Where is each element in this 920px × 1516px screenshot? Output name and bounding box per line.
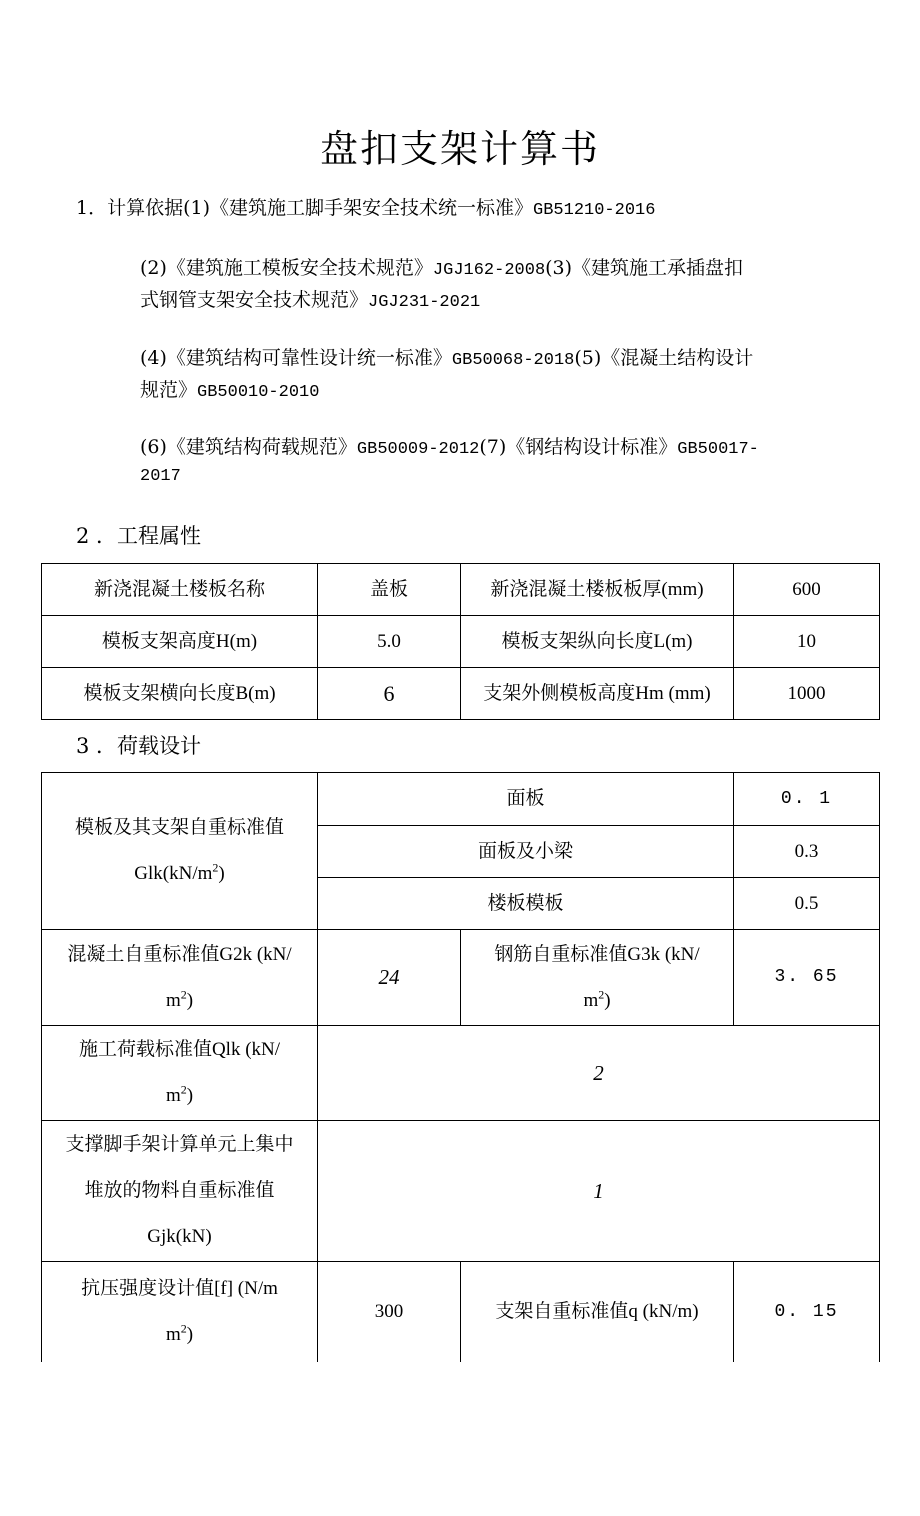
close-paren: ) xyxy=(186,1323,194,1345)
gjk-label-line-1: 支撑脚手架计算单元上集中 xyxy=(65,1134,294,1155)
ref-5-part-a: (5)《混凝土结构设计 xyxy=(574,347,754,369)
page-title: 盘扣支架计算书 xyxy=(319,127,600,171)
ref-5-code: GB50010-2010 xyxy=(197,383,320,402)
superscript-2: 2 xyxy=(598,987,605,1002)
ref-3-part-a: (3)《建筑施工承插盘扣 xyxy=(545,257,744,279)
g3k-value: 3. 65 xyxy=(734,930,880,1026)
g1k-item-name: 面板及小梁 xyxy=(318,826,734,878)
g1k-label-cell xyxy=(42,773,318,930)
ref-1: (1)《建筑施工脚手架安全技术统一标准》 xyxy=(183,197,534,219)
g2k-label-cell xyxy=(42,930,318,1026)
superscript-2: 2 xyxy=(180,1321,187,1336)
basis-line-6 xyxy=(140,432,759,459)
f-label-line-1: 抗压强度设计值[f] (N/m xyxy=(81,1277,278,1299)
g1k-item-value: 0. 1 xyxy=(734,773,880,826)
section-3-heading: 3 ．荷载设计 xyxy=(76,734,202,758)
ref-6: (6)《建筑结构荷载规范》 xyxy=(140,436,357,458)
table-row xyxy=(42,1262,880,1362)
ref-1-code: GB51210-2016 xyxy=(533,201,656,220)
close-paren: ) xyxy=(186,989,194,1011)
q-value: 0. 15 xyxy=(734,1262,880,1362)
gjk-label-cell xyxy=(42,1121,318,1262)
basis-heading: 1．计算依据 xyxy=(76,197,184,219)
gjk-value: 1 xyxy=(318,1121,880,1262)
g1k-label-line-1: 模板及其支架自重标准值 xyxy=(74,817,284,838)
g3k-label-line-1: 钢筋自重标准值G3k (kN/ xyxy=(494,943,700,965)
ref-7: (7)《钢结构设计标准》 xyxy=(479,436,678,458)
section-2-heading: 2 ．工程属性 xyxy=(76,524,202,548)
table-cell: 模板支架横向长度B(m) xyxy=(42,668,318,720)
basis-line-2 xyxy=(140,253,743,280)
table-cell: 新浇混凝土楼板名称 xyxy=(42,564,318,616)
table-row xyxy=(42,1026,880,1121)
project-properties-table xyxy=(41,563,880,720)
table-cell: 新浇混凝土楼板板厚(mm) xyxy=(461,564,734,616)
g1k-item-value: 0.5 xyxy=(734,878,880,930)
q-label: 支架自重标准值q (kN/m) xyxy=(461,1262,734,1362)
g3k-label-cell xyxy=(461,930,734,1026)
basis-line-3 xyxy=(140,285,480,312)
qlk-value: 2 xyxy=(318,1026,880,1121)
table-cell: 1000 xyxy=(734,668,880,720)
table-cell: 盖板 xyxy=(318,564,461,616)
f-label-line-2: m xyxy=(165,1323,181,1345)
ref-4: (4)《建筑结构可靠性设计统一标准》 xyxy=(140,347,452,369)
close-paren: ) xyxy=(604,989,611,1011)
f-label-cell xyxy=(42,1262,318,1362)
f-value: 300 xyxy=(318,1262,461,1362)
close-paren: ) xyxy=(186,1085,194,1106)
gjk-label-line-3: Gjk(kN) xyxy=(147,1226,212,1247)
gjk-label-line-2: 堆放的物料自重标准值 xyxy=(84,1180,275,1201)
ref-2-code: JGJ162-2008 xyxy=(432,261,546,280)
basis-line-7 xyxy=(140,463,181,486)
table-cell: 6 xyxy=(318,668,461,720)
table-cell: 10 xyxy=(734,616,880,668)
load-design-table xyxy=(41,772,880,1362)
ref-6-code: GB50009-2012 xyxy=(356,440,480,459)
ref-5-part-b: 规范》 xyxy=(140,379,198,401)
table-row xyxy=(42,773,880,826)
ref-4-code: GB50068-2018 xyxy=(451,351,575,370)
g1k-label-line-2: Glk(kN/m xyxy=(134,863,213,884)
superscript-2: 2 xyxy=(180,1082,187,1097)
basis-line-4 xyxy=(140,343,753,370)
table-cell: 模板支架纵向长度L(m) xyxy=(461,616,734,668)
close-paren: ) xyxy=(218,863,225,884)
ref-2: (2)《建筑施工模板安全技术规范》 xyxy=(140,257,433,279)
g1k-item-name: 面板 xyxy=(318,773,734,826)
table-row xyxy=(42,616,880,668)
table-cell: 模板支架高度H(m) xyxy=(42,616,318,668)
g1k-item-value: 0.3 xyxy=(734,826,880,878)
table-row xyxy=(42,930,880,1026)
g2k-value: 24 xyxy=(318,930,461,1026)
basis-line-1 xyxy=(76,193,655,220)
table-row xyxy=(42,1121,880,1262)
superscript-2: 2 xyxy=(212,860,219,875)
g2k-label-line-1: 混凝土自重标准值G2k (kN/ xyxy=(67,943,292,965)
table-row xyxy=(42,668,880,720)
qlk-label-line-1: 施工荷载标准值Qlk (kN/ xyxy=(78,1039,281,1060)
basis-line-5 xyxy=(140,375,319,402)
qlk-label-cell xyxy=(42,1026,318,1121)
superscript-2: 2 xyxy=(180,987,187,1002)
g1k-item-name: 楼板模板 xyxy=(318,878,734,930)
ref-3-code: JGJ231-2021 xyxy=(368,293,481,312)
table-cell: 支架外侧模板高度Hm (mm) xyxy=(461,668,734,720)
ref-7-code-a: GB50017- xyxy=(677,440,759,459)
table-cell: 5.0 xyxy=(318,616,461,668)
qlk-label-line-2: m xyxy=(165,1085,181,1106)
ref-7-code-b: 2017 xyxy=(140,467,181,486)
g2k-label-line-2: m xyxy=(165,989,181,1011)
g3k-label-line-2: m xyxy=(583,989,599,1011)
table-cell: 600 xyxy=(734,564,880,616)
ref-3-part-b: 式钢管支架安全技术规范》 xyxy=(140,289,369,311)
table-row xyxy=(42,564,880,616)
